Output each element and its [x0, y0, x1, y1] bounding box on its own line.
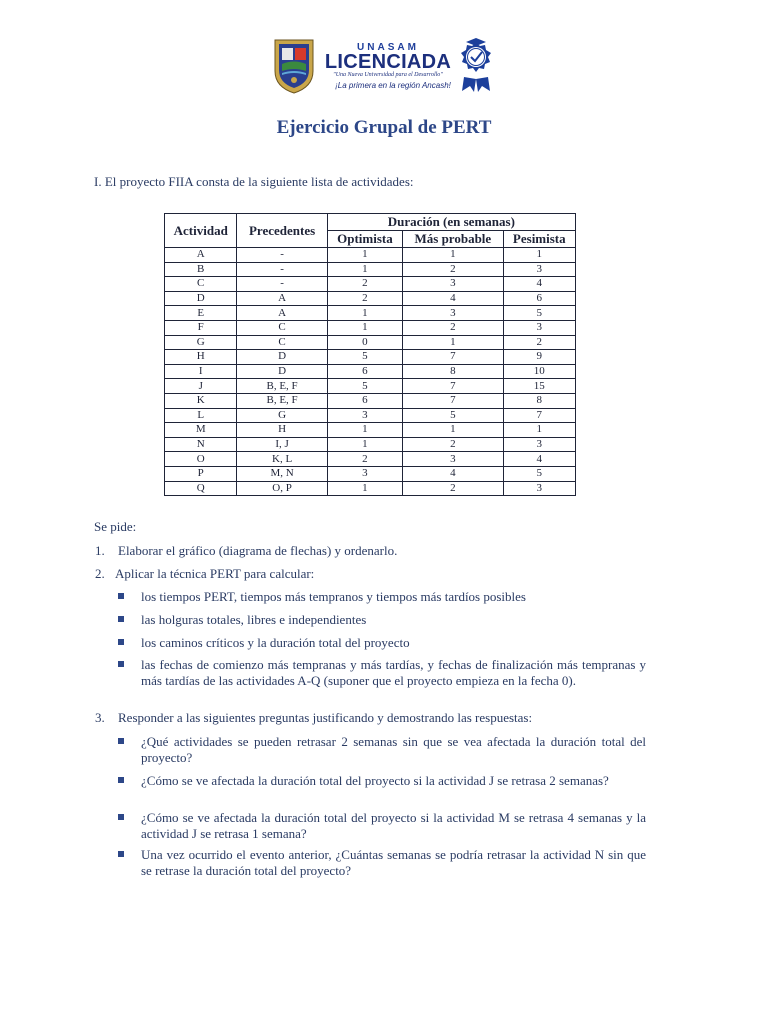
header-precedentes: Precedentes [237, 214, 327, 248]
cell-pesimista: 8 [503, 393, 575, 408]
bullet-icon [118, 593, 124, 599]
cell-optimista: 1 [327, 437, 402, 452]
cell-mas-probable: 7 [403, 379, 503, 394]
item-1-number: 1. [95, 543, 105, 558]
cell-precedentes: - [237, 262, 327, 277]
cell-mas-probable: 8 [403, 364, 503, 379]
table-row [165, 277, 576, 292]
cell-mas-probable: 3 [403, 306, 503, 321]
university-crest-icon [272, 37, 316, 95]
cell-mas-probable: 7 [403, 350, 503, 365]
cell-mas-probable: 3 [403, 452, 503, 467]
header-pesimista: Pesimista [503, 231, 575, 248]
cell-actividad: I [165, 364, 237, 379]
cell-optimista: 1 [327, 320, 402, 335]
cell-optimista: 2 [327, 277, 402, 292]
item-3-bullet-3: ¿Cómo se ve afectada la duración total del proyecto si la actividad M se retrasa 4 semanas y la actividad J se retrasa 1 semana? [141, 810, 646, 841]
cell-precedentes: H [237, 423, 327, 438]
bullet-icon [118, 777, 124, 783]
table-row [165, 320, 576, 335]
item-2-bullet-1: los tiempos PERT, tiempos más tempranos y tiempos más tardíos posibles [141, 589, 526, 604]
item-3-number: 3. [95, 710, 105, 725]
cell-pesimista: 3 [503, 320, 575, 335]
bullet-icon [118, 851, 124, 857]
cell-mas-probable: 4 [403, 291, 503, 306]
cell-optimista: 5 [327, 379, 402, 394]
cell-optimista: 3 [327, 408, 402, 423]
cell-actividad: C [165, 277, 237, 292]
cell-mas-probable: 1 [403, 423, 503, 438]
cell-precedentes: G [237, 408, 327, 423]
item-2-bullet-4: las fechas de comienzo más tempranas y más tardías, y fechas de finalización más tempranas y más tardías de las actividades A-Q (suponer que el proyecto empieza en la fecha 0). [141, 657, 646, 688]
item-2-bullet-3: los caminos críticos y la duración total del proyecto [141, 635, 410, 650]
cell-actividad: O [165, 452, 237, 467]
cell-pesimista: 9 [503, 350, 575, 365]
cell-precedentes: I, J [237, 437, 327, 452]
cell-pesimista: 15 [503, 379, 575, 394]
item-3-bullet-1: ¿Qué actividades se pueden retrasar 2 semanas sin que se vea afectada la duración total del proyecto? [141, 734, 646, 765]
cell-pesimista: 1 [503, 248, 575, 263]
cell-precedentes: B, E, F [237, 393, 327, 408]
header-logo [272, 37, 494, 95]
cell-actividad: H [165, 350, 237, 365]
table-row [165, 350, 576, 365]
table-row [165, 481, 576, 496]
item-3-bullet-4: Una vez ocurrido el evento anterior, ¿Cuántas semanas se podría retrasar la actividad N sin que se retrase la duración total del proyecto? [141, 847, 646, 878]
cell-actividad: M [165, 423, 237, 438]
table-row [165, 262, 576, 277]
cell-mas-probable: 2 [403, 262, 503, 277]
item-2-bullet-2: las holguras totales, libres e independientes [141, 612, 367, 627]
cell-optimista: 5 [327, 350, 402, 365]
cell-pesimista: 5 [503, 306, 575, 321]
header-mas-probable: Más probable [403, 231, 503, 248]
table-row [165, 452, 576, 467]
cell-mas-probable: 1 [403, 248, 503, 263]
header-optimista: Optimista [327, 231, 402, 248]
table-row [165, 306, 576, 321]
cell-optimista: 2 [327, 452, 402, 467]
table-row [165, 364, 576, 379]
cell-actividad: A [165, 248, 237, 263]
cell-precedentes: M, N [237, 466, 327, 481]
cell-pesimista: 4 [503, 452, 575, 467]
cell-optimista: 0 [327, 335, 402, 350]
cell-precedentes: B, E, F [237, 379, 327, 394]
cell-actividad: F [165, 320, 237, 335]
cell-precedentes: - [237, 248, 327, 263]
brand-tagline: "Una Nueva Universidad para el Desarrollo" [333, 72, 443, 78]
cell-pesimista: 4 [503, 277, 575, 292]
cell-precedentes: A [237, 291, 327, 306]
table-row [165, 423, 576, 438]
cell-actividad: B [165, 262, 237, 277]
cell-precedentes: D [237, 350, 327, 365]
cell-pesimista: 2 [503, 335, 575, 350]
cell-pesimista: 7 [503, 408, 575, 423]
cell-actividad: K [165, 393, 237, 408]
item-3-bullet-2: ¿Cómo se ve afectada la duración total del proyecto si la actividad J se retrasa 2 semanas? [141, 773, 609, 788]
item-1-text: Elaborar el gráfico (diagrama de flechas) y ordenarlo. [118, 543, 398, 558]
bullet-icon [118, 616, 124, 622]
cell-mas-probable: 2 [403, 437, 503, 452]
quality-seal-icon [458, 37, 494, 93]
cell-mas-probable: 7 [403, 393, 503, 408]
activities-table [164, 213, 576, 496]
page-title: Ejercicio Grupal de PERT [276, 117, 492, 138]
cell-optimista: 2 [327, 291, 402, 306]
cell-pesimista: 3 [503, 481, 575, 496]
cell-actividad: Q [165, 481, 237, 496]
cell-mas-probable: 2 [403, 320, 503, 335]
table-row [165, 466, 576, 481]
cell-actividad: N [165, 437, 237, 452]
table-row [165, 437, 576, 452]
bullet-icon [118, 738, 124, 744]
header-duracion: Duración (en semanas) [327, 214, 575, 231]
table-body [165, 248, 576, 496]
se-pide-label: Se pide: [94, 519, 137, 534]
cell-pesimista: 6 [503, 291, 575, 306]
brand-unasam: UNASAM [357, 42, 419, 53]
table-row [165, 408, 576, 423]
cell-optimista: 1 [327, 306, 402, 321]
cell-precedentes: C [237, 335, 327, 350]
table-row [165, 291, 576, 306]
cell-pesimista: 10 [503, 364, 575, 379]
table-row [165, 379, 576, 394]
cell-optimista: 6 [327, 364, 402, 379]
cell-actividad: J [165, 379, 237, 394]
cell-optimista: 1 [327, 423, 402, 438]
bullet-icon [118, 639, 124, 645]
cell-pesimista: 3 [503, 262, 575, 277]
cell-optimista: 1 [327, 481, 402, 496]
cell-mas-probable: 1 [403, 335, 503, 350]
cell-precedentes: K, L [237, 452, 327, 467]
cell-precedentes: - [237, 277, 327, 292]
bullet-icon [118, 814, 124, 820]
cell-mas-probable: 2 [403, 481, 503, 496]
cell-actividad: E [165, 306, 237, 321]
cell-optimista: 1 [327, 248, 402, 263]
cell-actividad: D [165, 291, 237, 306]
cell-precedentes: O, P [237, 481, 327, 496]
cell-precedentes: C [237, 320, 327, 335]
item-2-number: 2. [95, 566, 105, 581]
cell-pesimista: 5 [503, 466, 575, 481]
cell-pesimista: 3 [503, 437, 575, 452]
intro-text: I. El proyecto FIIA consta de la siguiente lista de actividades: [94, 174, 414, 189]
brand-licenciada: LICENCIADA [324, 51, 452, 73]
cell-precedentes: D [237, 364, 327, 379]
cell-optimista: 1 [327, 262, 402, 277]
brand-slogan: ¡La primera en la región Ancash! [335, 81, 451, 90]
cell-mas-probable: 4 [403, 466, 503, 481]
item-3-text: Responder a las siguientes preguntas justificando y demostrando las respuestas: [118, 710, 533, 725]
table-row [165, 335, 576, 350]
cell-actividad: G [165, 335, 237, 350]
bullet-icon [118, 661, 124, 667]
table-row [165, 248, 576, 263]
cell-mas-probable: 5 [403, 408, 503, 423]
table-row [165, 393, 576, 408]
item-2-text: Aplicar la técnica PERT para calcular: [115, 566, 315, 581]
cell-optimista: 3 [327, 466, 402, 481]
cell-optimista: 6 [327, 393, 402, 408]
header-actividad: Actividad [165, 214, 237, 248]
cell-mas-probable: 3 [403, 277, 503, 292]
cell-actividad: L [165, 408, 237, 423]
cell-actividad: P [165, 466, 237, 481]
cell-pesimista: 1 [503, 423, 575, 438]
cell-precedentes: A [237, 306, 327, 321]
